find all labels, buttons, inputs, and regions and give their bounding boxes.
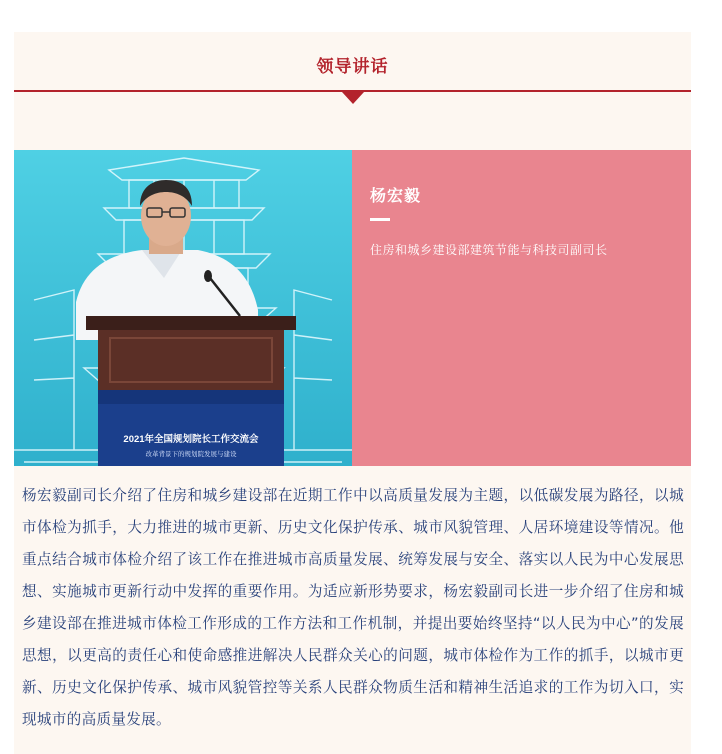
speaker-photo [14,150,352,466]
header-arrow-icon [342,92,364,104]
speaker-info-panel [352,150,691,466]
speaker-title: 住房和城乡建设部建筑节能与科技司副司长 [370,243,608,257]
banner-title: 2021年全国规划院长工作交流会 [123,434,259,445]
article-body: 杨宏毅副司长介绍了住房和城乡建设部在近期工作中以高质量发展为主题，以低碳发展为路径，以城市体检为抓手，大力推进的城市更新、历史文化保护传承、城市风貌管理、人居环境建设等情况。他重点结合城市体检介绍了该工作在推进城市高质量发展、统筹发展与安全、落实以人民为中心发展思想、实施城市更新行动中发挥的重要作用。为适应新形势要求，杨宏毅副司长进一步介绍了住房和城乡建设部在推进城市体检工作形成的工作方法和工作机制，并提出要始终坚持“以人民为中心”的发展思想，以更高的责任心和使命感推进解决人民群众关心的问题，城市体检作为工作的抓手，以城市更新、历史文化保护传承、城市风貌管控等关系人民群众物质生活和精神生活追求的工作为切入口，实现城市的高质量发展。 [22,487,684,728]
speaker-photo-illustration [14,150,352,466]
section-title: 领导讲话 [316,57,389,77]
article-card [14,32,691,754]
banner-subtitle: 改革背景下的规划院发展与建设 [145,451,237,458]
section-header [14,32,691,92]
speaker-name: 杨宏毅 [370,186,422,205]
name-divider [370,218,390,221]
